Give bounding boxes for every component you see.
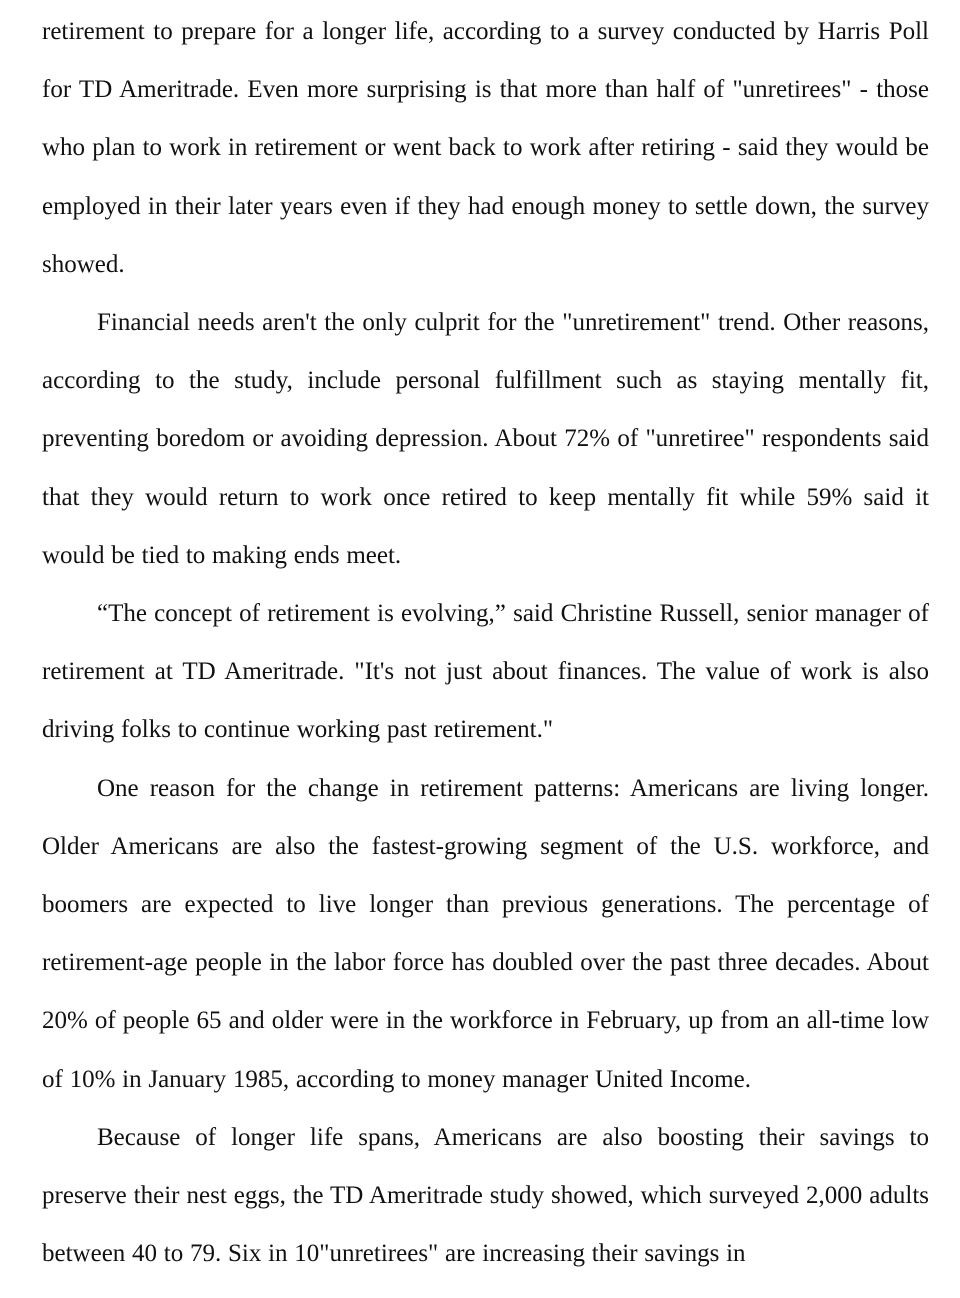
paragraph-quote-russell: “The concept of retirement is evolving,” said Christine Russell, senior manager of retirement at TD Ameritrade. "It's not just about finances. The value of work is also driving folks to continue working past retirement."	[42, 600, 929, 744]
paragraph-continuation: retirement to prepare for a longer life, according to a survey conducted by Harris Poll for TD Ameritrade. Even more surprising is that more than half of "unretirees" - those who plan to work in retirement or went back to work after retiring - said they would be employed in their later years even if they had enough money to settle down, the survey showed.	[42, 18, 929, 278]
paragraph-financial-needs: Financial needs aren't the only culprit for the "unretirement" trend. Other reasons, according to the study, include personal fulfillment such as staying mentally fit, preventing boredom or avoiding depression. About 72% of "unretiree" respondents said that they would return to work once retired to keep mentally fit while 59% said it would be tied to making ends meet.	[42, 309, 929, 569]
paragraph-savings: Because of longer life spans, Americans are also boosting their savings to preserve their nest eggs, the TD Ameritrade study showed, which surveyed 2,000 adults between 40 to 79. Six in 10"unretirees" are increasing their savings in	[42, 1123, 929, 1268]
paragraph-living-longer: One reason for the change in retirement patterns: Americans are living longer. Older Americans are also the fastest-growing segment of the U.S. workforce, and boomers are expected to live longer than previous generations. The percentage of retirement-age people in the labor force has doubled over the past three decades. About 20% of people 65 and older were in the workforce in February, up from an all-time low of 10% in January 1985, according to money manager United Income.	[42, 774, 929, 1093]
article-body	[42, 3, 929, 1283]
